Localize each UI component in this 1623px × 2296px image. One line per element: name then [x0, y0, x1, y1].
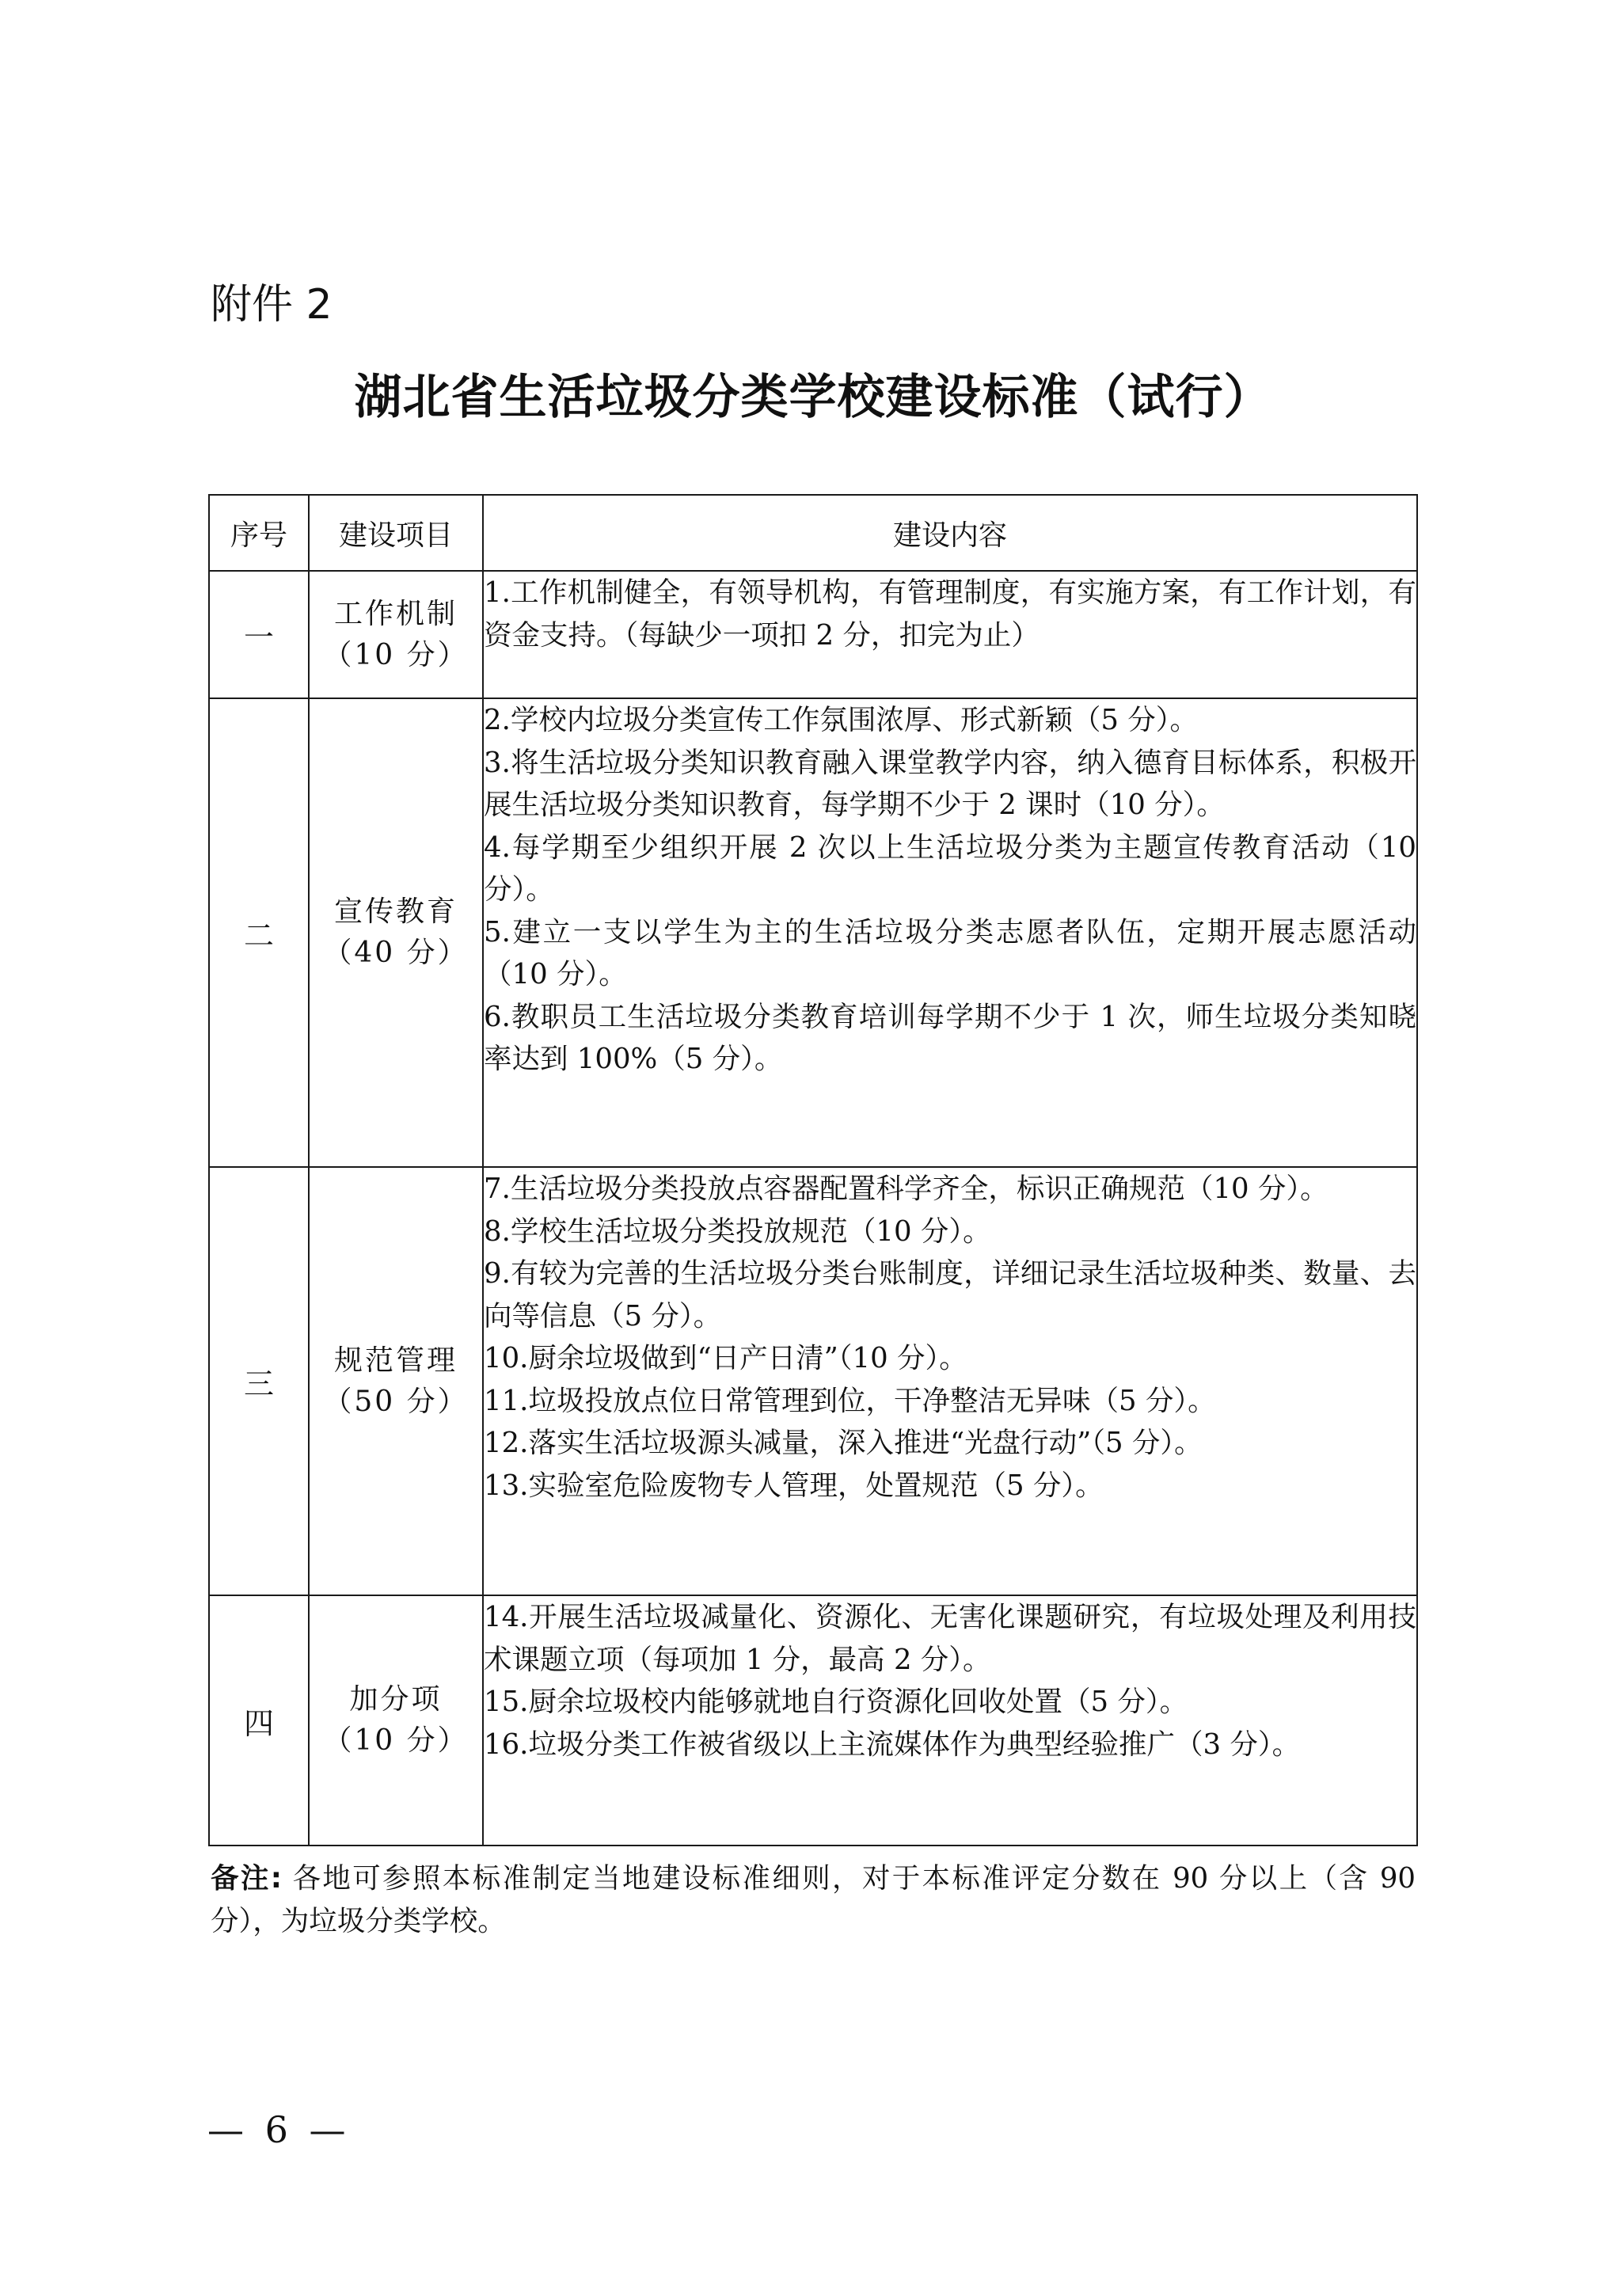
- row-item-name: 加分项: [349, 1683, 443, 1716]
- row-serial-number: 一: [209, 571, 309, 698]
- row-item-name: 宣传教育: [333, 895, 458, 928]
- row-item: [309, 698, 483, 1167]
- content-clause: 16.垃圾分类工作被省级以上主流媒体作为典型经验推广（3 分）。: [484, 1728, 1301, 1761]
- row-content: [483, 571, 1417, 698]
- document-title: 湖北省生活垃圾分类学校建设标准（试行）: [354, 370, 1272, 425]
- table-row: [209, 1167, 1417, 1595]
- content-clause: 2.学校内垃圾分类宣传工作氛围浓厚、形式新颖（5 分）。: [484, 704, 1198, 736]
- row-item-score: （10 分）: [323, 638, 469, 671]
- row-serial-number: 四: [209, 1595, 309, 1846]
- row-item-score: （50 分）: [323, 1385, 469, 1418]
- content-clause: 14.开展生活垃圾减量化、资源化、无害化课题研究，有垃圾处理及利用技术课题立项（每项加 1 分，最高 2 分）。: [484, 1601, 1416, 1676]
- row-serial-number: 二: [209, 698, 309, 1167]
- header-construction-content: 建设内容: [483, 495, 1417, 571]
- row-item-name: 工作机制: [333, 597, 458, 630]
- content-clause: 6.教职员工生活垃圾分类教育培训每学期不少于 1 次，师生垃圾分类知晓率达到 100%（5 分）。: [484, 1000, 1416, 1075]
- row-content: [483, 1595, 1417, 1846]
- content-clause: 8.学校生活垃圾分类投放规范（10 分）。: [484, 1215, 991, 1248]
- table-row: [209, 1595, 1417, 1846]
- row-item: [309, 1167, 483, 1595]
- row-item: [309, 1595, 483, 1846]
- table-header-row: [209, 495, 1417, 571]
- content-clause: 11.垃圾投放点位日常管理到位，干净整洁无异味（5 分）。: [484, 1384, 1216, 1417]
- content-clause: 13.实验室危险废物专人管理，处置规范（5 分）。: [484, 1469, 1104, 1502]
- row-item-score: （10 分）: [323, 1724, 469, 1757]
- attachment-label: 附件 2: [211, 281, 333, 329]
- content-clause: 1.工作机制健全，有领导机构，有管理制度，有实施方案，有工作计划，有资金支持。（每缺少一项扣 2 分，扣完为止）: [484, 576, 1416, 652]
- row-content: [483, 698, 1417, 1167]
- row-item-score: （40 分）: [323, 937, 469, 969]
- footnote-label: 备注:: [211, 1862, 282, 1895]
- page-number: — 6 —: [207, 2108, 351, 2151]
- row-serial-number: 三: [209, 1167, 309, 1595]
- content-clause: 10.厨余垃圾做到“日产日清”（10 分）。: [484, 1342, 967, 1374]
- standards-table: [208, 494, 1418, 1846]
- content-clause: 7.生活垃圾分类投放点容器配置科学齐全，标识正确规范（10 分）。: [484, 1173, 1328, 1205]
- row-item: [309, 571, 483, 698]
- content-clause: 5.建立一支以学生为主的生活垃圾分类志愿者队伍，定期开展志愿活动（10 分）。: [484, 915, 1416, 990]
- footnote-text: 各地可参照本标准制定当地建设标准细则，对于本标准评定分数在 90 分以上（含 90 分），为垃圾分类学校。: [211, 1862, 1416, 1937]
- row-content: [483, 1167, 1417, 1595]
- row-item-name: 规范管理: [333, 1344, 458, 1377]
- header-construction-item: 建设项目: [309, 495, 483, 571]
- content-clause: 4.每学期至少组织开展 2 次以上生活垃圾分类为主题宣传教育活动（10 分）。: [484, 831, 1416, 906]
- header-serial-number: 序号: [209, 495, 309, 571]
- content-clause: 9.有较为完善的生活垃圾分类台账制度，详细记录生活垃圾种类、数量、去向等信息（5 分）。: [484, 1257, 1416, 1332]
- footnote: [211, 1857, 1416, 1943]
- content-clause: 3.将生活垃圾分类知识教育融入课堂教学内容，纳入德育目标体系，积极开展生活垃圾分类知识教育，每学期不少于 2 课时（10 分）。: [484, 746, 1416, 821]
- content-clause: 12.落实生活垃圾源头减量，深入推进“光盘行动”（5 分）。: [484, 1427, 1203, 1459]
- table-row: [209, 698, 1417, 1167]
- content-clause: 15.厨余垃圾校内能够就地自行资源化回收处置（5 分）。: [484, 1686, 1188, 1718]
- table-row: [209, 571, 1417, 698]
